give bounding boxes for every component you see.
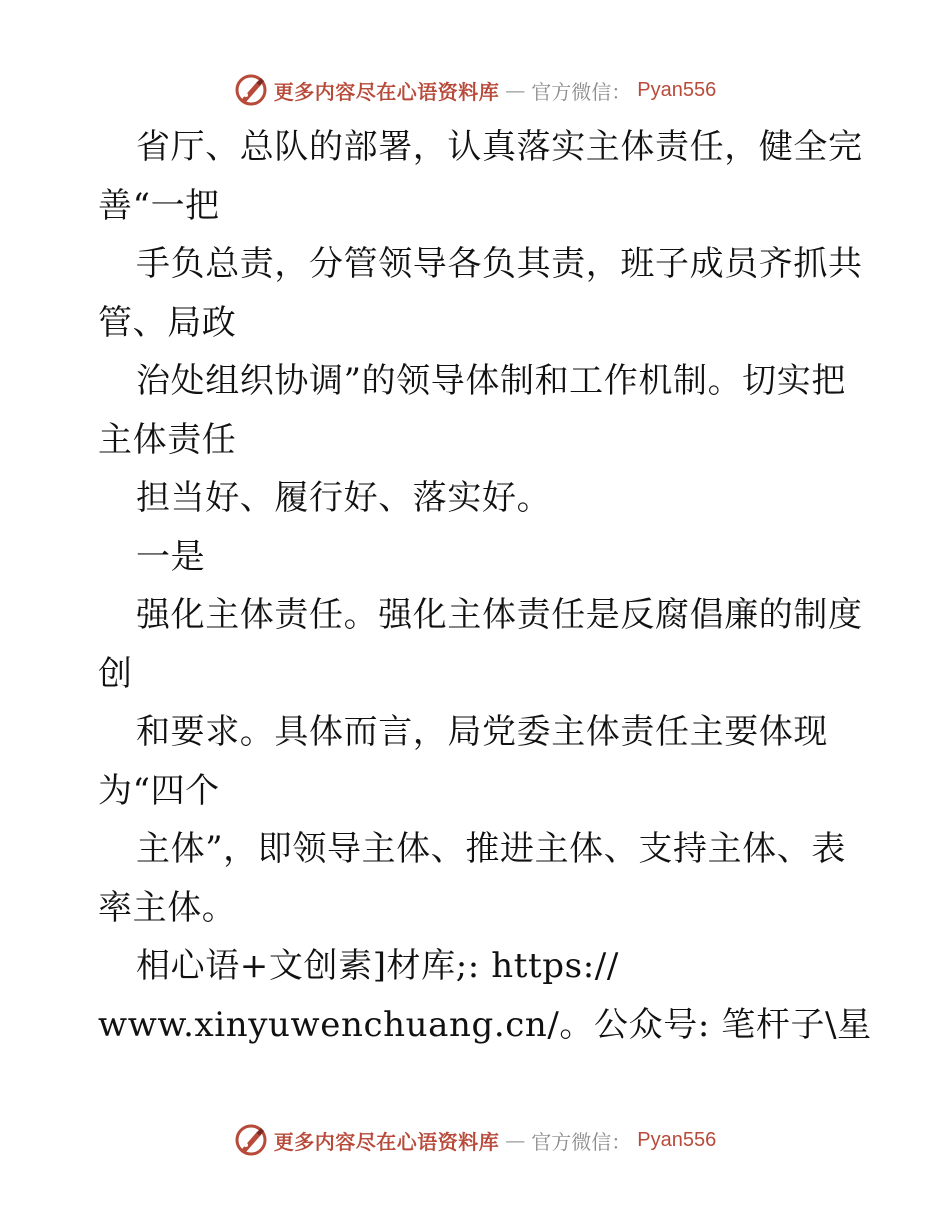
footer-banner [0, 1122, 950, 1158]
header-wechat-label: 官方微信： [531, 79, 632, 104]
pen-logo-icon [234, 73, 268, 107]
body-line: 治处组织协调”的领导体制和工作机制。切实把 [136, 361, 846, 401]
footer-wechat-id: Pyan556 [637, 1128, 717, 1151]
body-line: 手负总责，分管领导各负其责，班子成员齐抓共 [136, 244, 863, 284]
body-line: 和要求。具体而言，局党委主体责任主要体现 [136, 712, 828, 752]
body-line: 管、局政 [98, 302, 237, 343]
header-banner-text: 更多内容尽在心语资料库 [273, 79, 500, 104]
body-line: 相心语+文创素]材库;: https:// [136, 946, 619, 986]
body-line: 主体责任 [98, 419, 237, 460]
footer-banner-separator: — [505, 1128, 526, 1152]
footer-banner-text: 更多内容尽在心语资料库 [273, 1129, 500, 1154]
body-line: 一是 [136, 536, 206, 577]
body-line: 省厅、总队的部署，认真落实主体责任，健全完 [136, 127, 863, 167]
body-line: 创 [98, 653, 133, 694]
footer-wechat-label: 官方微信： [531, 1129, 632, 1154]
body-line-url: www.xinyuwenchuang.cn/。公众号: 笔杆子\星 [98, 1004, 872, 1045]
body-line: 善“一把 [98, 185, 220, 226]
header-banner-separator: — [505, 78, 526, 102]
header-wechat-id: Pyan556 [637, 78, 717, 101]
header-banner [0, 72, 950, 108]
body-line: 主体”，即领导主体、推进主体、支持主体、表 [136, 829, 846, 869]
body-line: 担当好、履行好、落实好。 [136, 478, 552, 518]
body-line: 为“四个 [98, 770, 220, 811]
header-banner-content [234, 73, 716, 107]
pen-logo-icon [234, 1123, 268, 1157]
document-body [98, 118, 872, 1054]
body-line: 强化主体责任。强化主体责任是反腐倡廉的制度 [136, 595, 863, 635]
footer-banner-content [234, 1123, 716, 1157]
body-line: 率主体。 [98, 887, 237, 928]
